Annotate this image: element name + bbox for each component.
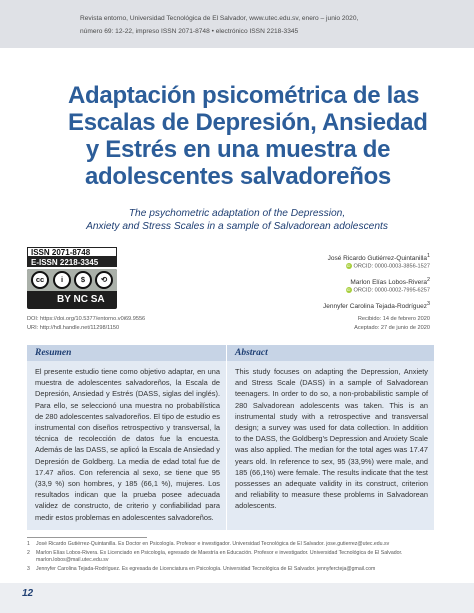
resumen-heading: Resumen <box>27 345 226 361</box>
english-title <box>70 208 404 233</box>
author-1: José Ricardo Gutiérrez-Quintanilla$^1$ <box>327 253 430 263</box>
resumen-box <box>27 345 226 530</box>
eissn-label: E-ISSN 2218-3345 <box>27 257 117 267</box>
page-number: 12 <box>22 588 34 599</box>
footnote-2: 2 Marlon Elías Lobos-Rivera. Es Licenciado en Psicología, egresado de Maestría en Educación. Profesor e investigador. Universidad Tecnológica de El Salvador. <box>27 550 403 556</box>
footnote-3: 3 Jennyfer Carolina Tejada-Rodríguez. Es egresada de Licenciatura en Psicología. Universidad Tecnológica de El Salvador. jennyfercteja@gmail.com <box>27 566 376 572</box>
footnote-1: 1 José Ricardo Gutiérrez-Quintanilla. Es Doctor en Psicología. Profesor e investigador. Universidad Tecnológica de El Salvador. jose.gutierrez@utec.edu.sv <box>27 541 390 547</box>
footnote-2-cont: marlon.lobos@mail.utec.edu.sv <box>36 557 109 563</box>
orcid-icon: iD <box>346 263 351 268</box>
orcid-icon: iD <box>346 287 351 292</box>
abstract-heading: Abstract <box>227 345 434 361</box>
issn-license-badge <box>27 247 117 309</box>
title-line: y Estrés en una muestra de <box>85 136 391 163</box>
orcid-2[interactable]: iD ORCID: 0000-0002-7995-6257 <box>346 287 430 294</box>
attribution-icon: i <box>53 271 71 289</box>
uri-link[interactable]: URI: http://hdl.handle.net/11298/1150 <box>27 325 120 331</box>
accepted-date: Aceptado: 27 de junio de 2020 <box>354 325 430 331</box>
author-2: Marlon Elías Lobos-Rivera$^2$ <box>350 277 430 287</box>
footnote-divider <box>27 537 147 538</box>
issn-label: ISSN 2071-8748 <box>27 247 117 257</box>
noncommercial-icon: $ <box>74 271 92 289</box>
received-date: Recibido: 14 de febrero 2020 <box>357 316 430 322</box>
sharealike-icon: ⟲ <box>95 271 113 289</box>
subtitle-line: The psychometric adaptation of the Depression, <box>128 208 346 219</box>
cc-icon: cc <box>31 271 49 289</box>
title-line: adolescentes salvadoreños <box>85 163 391 190</box>
article-title <box>68 82 428 190</box>
author-3: Jennyfer Carolina Tejada-Rodríguez$^3$ <box>323 301 430 311</box>
subtitle-line: Anxiety and Stress Scales in a sample of Salvadorean adolescents <box>86 220 388 232</box>
resumen-text: El presente estudio tiene como objetivo adaptar, en una muestra de adolescentes salvadoreños, la Escala de Depresión, Ansiedad y Estrés (DASS, siglas del inglés). Para ello, se seleccionó una muestra no probabilística de 280 adolescentes salvadoreños. El tipo de estudio es instrumental con diseños retrospectivo y transversal, la técnica de recolección de datos fue la encuesta. Además de las DASS, se aplicó la Escala de Ansiedad y Depresión de Goldberg. La media de edad total fue de 17.47 años. Con referencia al sexo, se tiene que 95 (33,9 %) son hombres, y 185 (66,1 %), mujeres. Los resultados indican que la prueba posee adecuada validez de constructo, de criterio y confiabilidad para medir estos problemas en adolescentes salvadoreños. <box>35 367 220 522</box>
abstract-box <box>227 345 434 530</box>
orcid-1[interactable]: iD ORCID: 0000-0003-3856-1527 <box>346 263 430 270</box>
title-line: Escalas de Depresión, Ansiedad <box>68 109 428 136</box>
journal-citation-line-1: Revista entorno, Universidad Tecnológica de El Salvador, www.utec.edu.sv, enero – junio 2020, <box>80 15 359 22</box>
journal-header <box>0 0 474 48</box>
license-label: BY NC SA <box>57 294 105 305</box>
doi-link[interactable]: DOI: https://doi.org/10.5377/entorno.v0i69.9556 <box>27 316 146 322</box>
title-line: Adaptación psicométrica de las <box>68 82 420 109</box>
journal-citation-line-2: número 69: 12-22, impreso ISSN 2071-8748 • electrónico ISSN 2218-3345 <box>80 28 299 35</box>
creative-commons-license[interactable] <box>27 269 117 309</box>
footer-bar <box>0 583 474 613</box>
abstract-text: This study focuses on adapting the Depression, Anxiety and Stress Scale (DASS) in a sample of Salvadorean teenagers. In order to do so, a non-probabilistic sample of 280 Salvadorean adolescents was taken. This is an instrumental study with a retrospective and transversal design; a survey was used for data collection. In addition to the DASS, the Goldberg’s Depression and Anxiety Scale was also applied. The median for the total ages was 17.47 years old. In reference to sex, 95 (33,9%) were male, and 185 (66,1%) were female. The results indicate that the test possesses an adequate validity in its construct, criterion and reliability to measure these problems in Salvadorean adolescents. <box>235 367 428 511</box>
